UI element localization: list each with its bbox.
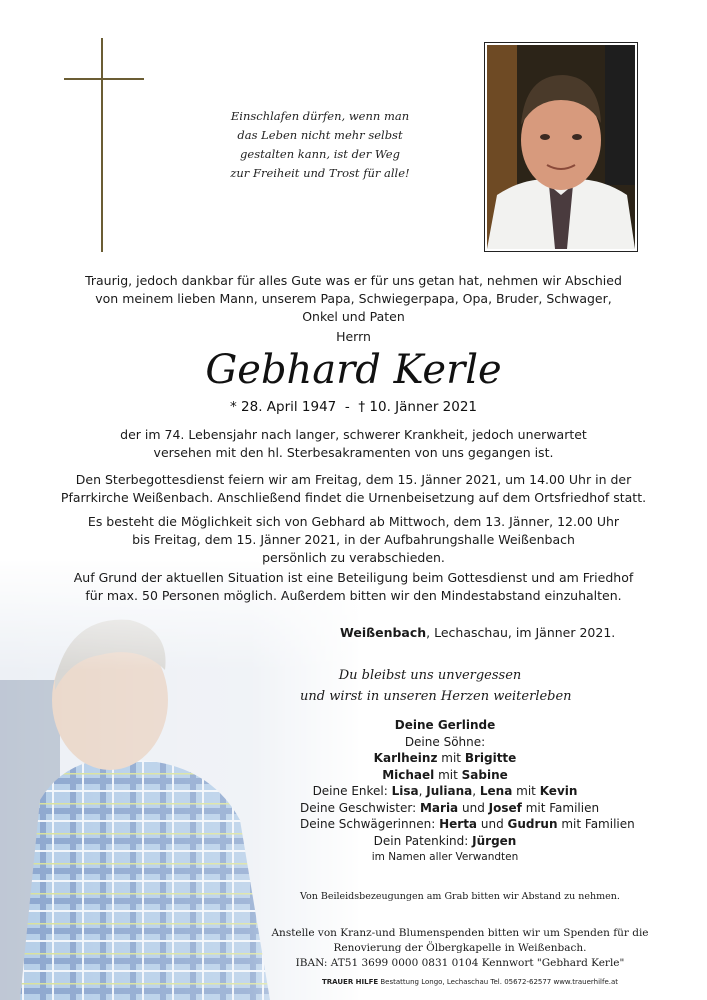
place-town: Weißenbach (340, 625, 427, 640)
donation-line: Renovierung der Ölbergkapelle in Weißenbach. (333, 942, 587, 954)
grandchild: Juliana (426, 784, 473, 798)
paragraph-line: der im 74. Lebensjahr nach langer, schwerer Krankheit, jedoch unerwartet (120, 427, 587, 442)
funeral-home-footer (300, 978, 640, 986)
footer-brand: TRAUER HILFE (321, 978, 379, 986)
sibling: Josef (488, 800, 522, 815)
life-dates (0, 399, 707, 415)
godchild: Jürgen (472, 833, 517, 848)
inlaws-label: Deine Schwägerinnen: (300, 817, 436, 831)
mourners-list: Deine Gerlinde Deine Söhne: Karlheinz mit Brigitte Michael mit Sabine Deine Enkel: Lisa, Juliana, Lena mit Kevin Deine Geschwister: Maria und Josef mit Familien Deine Schwägerinnen: Herta und Gudrun mit Familien Dein Patenkind: Jürgen im Namen aller Verwandten (300, 717, 590, 866)
intro-line: Onkel und Paten (302, 309, 405, 324)
birth-date: * 28. April 1947 (229, 399, 337, 415)
cross-icon-bar (64, 78, 144, 80)
paragraph-covid (0, 569, 707, 605)
wife: Deine Gerlinde (394, 718, 496, 732)
donation-line: Anstelle von Kranz-und Blumenspenden bitten wir um Spenden für die (271, 927, 649, 939)
quote-line: gestalten kann, ist der Weg (240, 147, 400, 161)
paragraph-passing (0, 426, 707, 462)
quote-line: zur Freiheit und Trost für alle! (230, 166, 410, 180)
paragraph-line: Pfarrkirche Weißenbach. Anschließend findet die Urnenbeisetzung auf dem Ortsfriedhof statt. (60, 490, 647, 505)
relatives-line: im Namen aller Verwandten (371, 851, 519, 863)
son-partner: Brigitte (464, 751, 517, 765)
paragraph-line: Den Sterbegottesdienst feiern wir am Freitag, dem 15. Jänner 2021, um 14.00 Uhr in der (75, 472, 632, 487)
paragraph-line: für max. 50 Personen möglich. Außerdem bitten wir den Mindestabstand einzuhalten. (85, 588, 622, 603)
farewell-line: und wirst in unseren Herzen weiterleben (300, 689, 572, 704)
grandchildren-label: Deine Enkel: (312, 784, 388, 798)
place-date (340, 625, 615, 640)
condolence-note: Von Beileidsbezeugungen am Grab bitten wir Abstand zu nehmen. (300, 891, 620, 902)
herrn-label: Herrn (336, 329, 371, 344)
paragraph-line: bis Freitag, dem 15. Jänner 2021, in der Aufbahrungshalle Weißenbach (132, 532, 575, 547)
with-label: mit (516, 784, 536, 798)
with-label: mit (441, 751, 461, 765)
farewell-verse (300, 665, 572, 707)
paragraph-line: versehen mit den hl. Sterbesakramenten von uns gegangen ist. (153, 445, 554, 460)
with-families-label: mit Familien (561, 817, 635, 831)
paragraph-line: Auf Grund der aktuellen Situation ist eine Beteiligung beim Gottesdienst und am Friedhof (73, 570, 634, 585)
with-families-label: mit Familien (525, 800, 600, 815)
inlaw: Herta (439, 817, 478, 831)
memorial-quote (224, 107, 416, 183)
son: Michael (382, 767, 435, 782)
place-rest: , Lechaschau, im Jänner 2021. (426, 625, 616, 640)
iban-line: IBAN: AT51 3699 0000 0831 0104 Kennwort "Gebhard Kerle" (295, 957, 625, 969)
intro-line: Traurig, jedoch dankbar für alles Gute was er für uns getan hat, nehmen wir Abschied (85, 273, 622, 288)
paragraph-line: persönlich zu verabschieden. (262, 550, 445, 565)
footer-text: Bestattung Longo, Lechaschau Tel. 05672-62577 www.trauerhilfe.at (380, 978, 619, 986)
donation-request (270, 926, 650, 971)
godchild-label: Dein Patenkind: (373, 833, 469, 848)
death-date: † 10. Jänner 2021 (358, 399, 478, 415)
sibling: Maria (419, 800, 459, 815)
paragraph-line: Es besteht die Möglichkeit sich von Gebhard ab Mittwoch, dem 13. Jänner, 12.00 Uhr (87, 514, 620, 529)
paragraph-viewing (0, 513, 707, 567)
deceased-name: Gebhard Kerle (205, 347, 502, 393)
grandchild: Lena (479, 784, 513, 798)
with-label: mit (438, 767, 458, 782)
inlaw: Gudrun (507, 817, 558, 831)
and-label: und (461, 800, 485, 815)
intro-line: von meinem lieben Mann, unserem Papa, Schwiegerpapa, Opa, Bruder, Schwager, (95, 291, 612, 306)
paragraph-service (0, 471, 707, 507)
son: Karlheinz (373, 751, 438, 765)
portrait-photo (484, 42, 638, 252)
son-partner: Sabine (461, 767, 508, 782)
grandchild: Lisa (391, 784, 419, 798)
cross-icon (101, 38, 103, 252)
and-label: und (480, 817, 504, 831)
siblings-label: Deine Geschwister: (300, 800, 417, 815)
sons-label: Deine Söhne: (404, 734, 486, 749)
date-separator: - (344, 399, 350, 415)
quote-line: das Leben nicht mehr selbst (237, 128, 403, 142)
quote-line: Einschlafen dürfen, wenn man (230, 109, 410, 123)
intro-text (0, 272, 707, 346)
farewell-line: Du bleibst uns unvergessen (338, 668, 522, 683)
grandchild: Kevin (539, 784, 578, 798)
